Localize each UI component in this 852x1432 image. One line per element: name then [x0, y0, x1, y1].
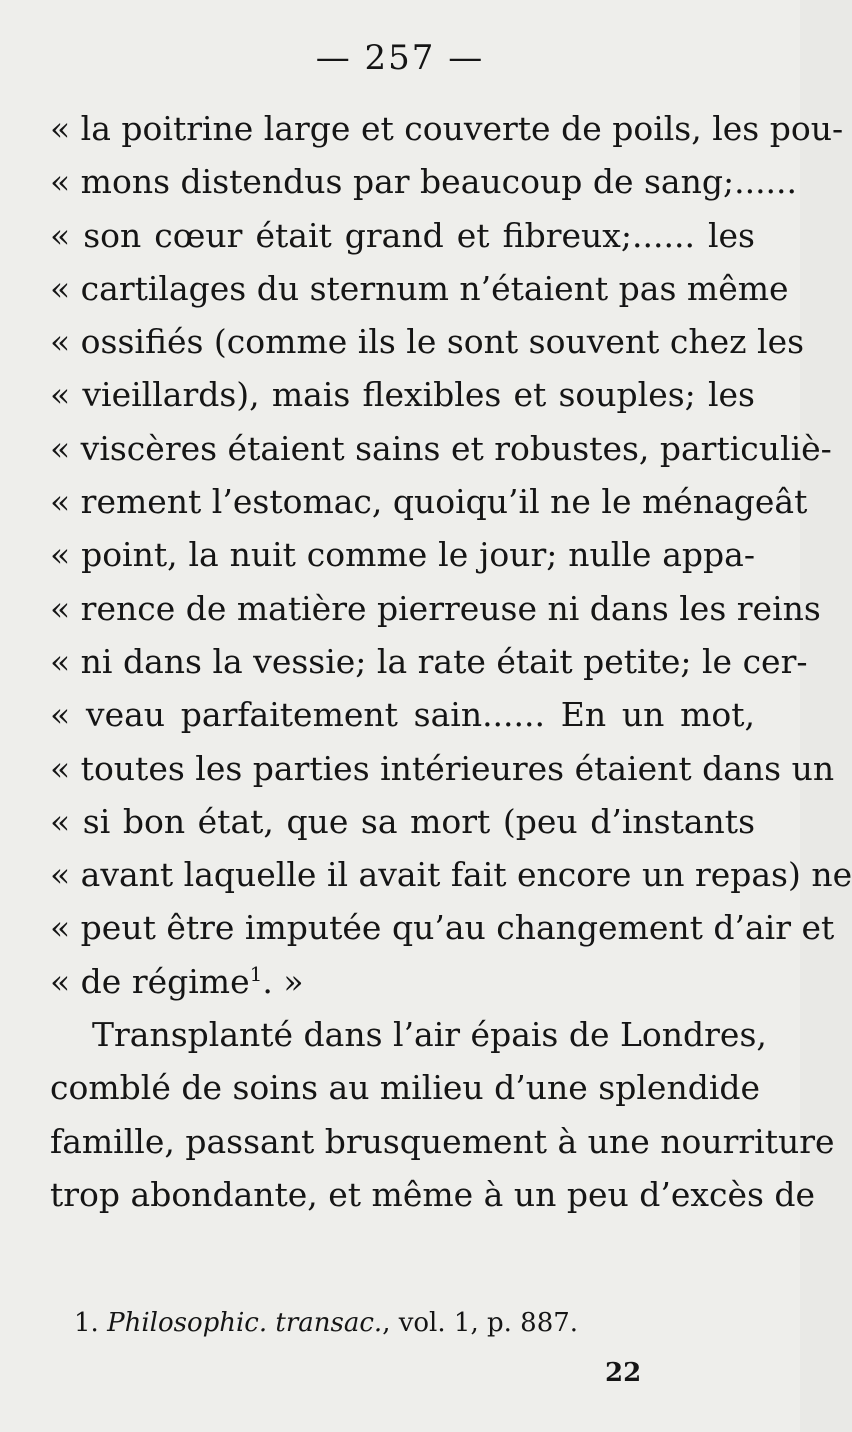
text-line: « son cœur était grand et fibreux;...... les: [50, 215, 755, 255]
page-number: — 257 —: [315, 38, 485, 78]
text-line: « viscères étaient sains et robustes, particuliè-: [50, 428, 832, 468]
quote-closing-line: [50, 955, 755, 1008]
text-line: famille, passant brusquement à une nourriture: [50, 1121, 835, 1161]
signature-mark: 22: [605, 1358, 642, 1388]
footnote-title: Philosophic. transac.: [107, 1308, 383, 1338]
text-line: trop abondante, et même à un peu d’excès de: [50, 1174, 816, 1214]
text-line: « la poitrine large et couverte de poils, les pou-: [50, 109, 844, 148]
footnote-details: , vol. 1, p. 887.: [382, 1308, 579, 1338]
text-line: « mons distendus par beaucoup de sang;......: [50, 162, 798, 202]
text-line-content: « de régime: [50, 961, 250, 1001]
text-line: « cartilages du sternum n’étaient pas même: [50, 268, 789, 308]
text-line: « rement l’estomac, quoiqu’il ne le ménageât: [50, 482, 808, 522]
body-text: [50, 102, 852, 1221]
footnote: [74, 1308, 578, 1338]
text-line: « point, la nuit comme le jour; nulle appa-: [50, 535, 755, 575]
footnote-number: 1.: [74, 1308, 99, 1338]
footnote-reference: 1: [249, 961, 263, 986]
text-line: « peut être imputée qu’au changement d’air et: [50, 908, 835, 948]
quote-close-mark: . »: [262, 961, 304, 1001]
text-line: comblé de soins au milieu d’une splendide: [50, 1068, 761, 1108]
text-line: « toutes les parties intérieures étaient dans un: [50, 748, 835, 788]
text-line: « si bon état, que sa mort (peu d’instants: [50, 801, 755, 841]
text-line: « rence de matière pierreuse ni dans les reins: [50, 588, 821, 628]
paragraph-first-line: Transplanté dans l’air épais de Londres,: [92, 1015, 767, 1055]
text-line: « ni dans la vessie; la rate était petite; le cer-: [50, 641, 808, 681]
text-line: « avant laquelle il avait fait encore un repas) ne: [50, 855, 852, 895]
text-line: « vieillards), mais flexibles et souples; les: [50, 375, 755, 415]
text-line: « veau parfaitement sain...... En un mot,: [50, 695, 755, 735]
text-line: « ossifiés (comme ils le sont souvent chez les: [50, 322, 805, 362]
